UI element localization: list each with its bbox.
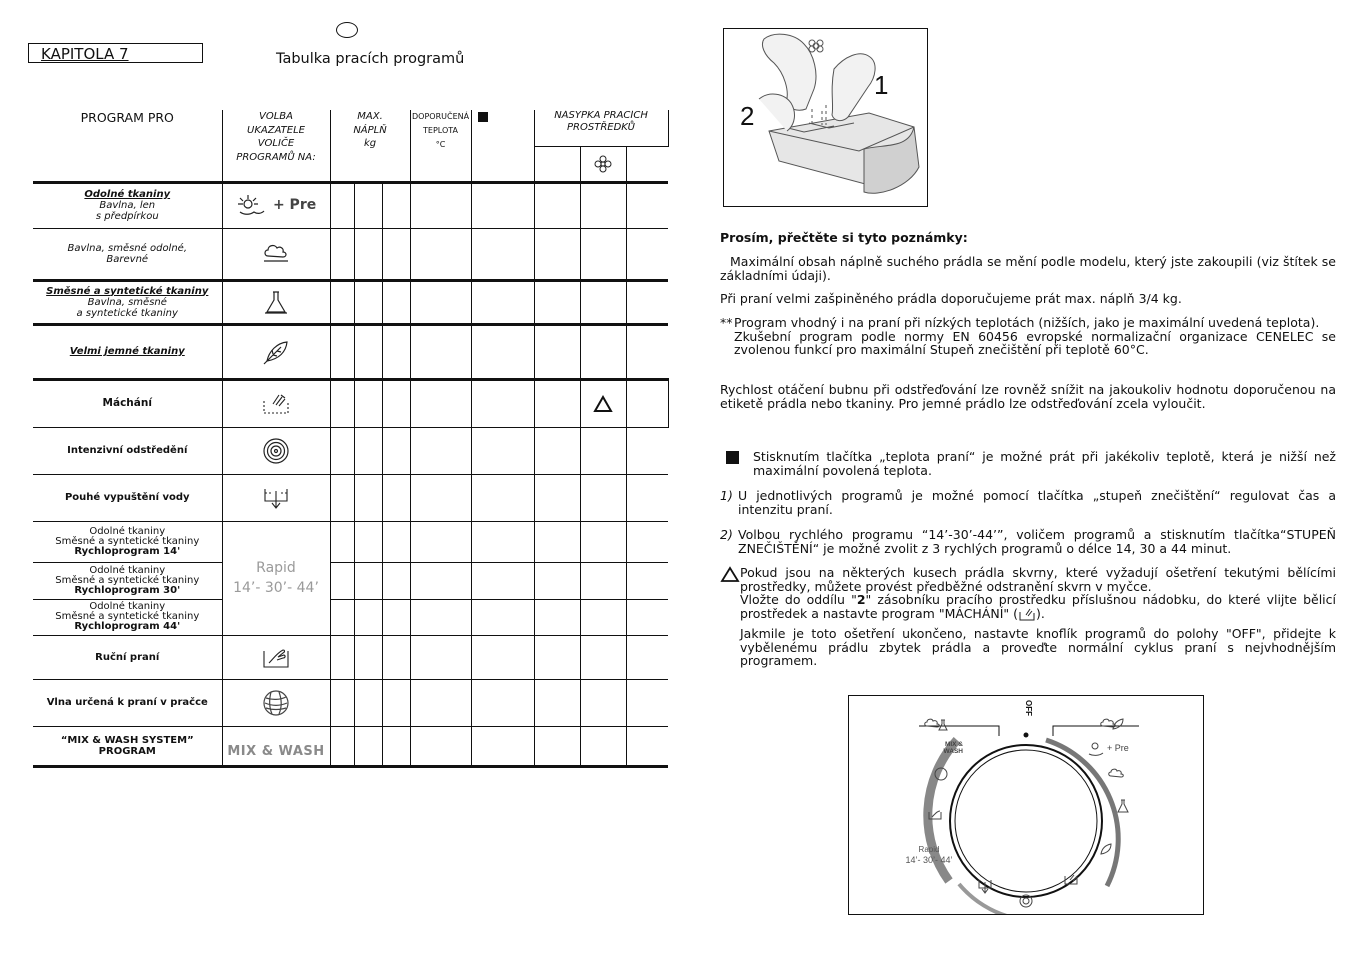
note-paragraph: Stisknutím tlačítka „teplota praní“ je možné prát při jakékoliv teplotě, která je nižší než maximální povolená teplota. bbox=[720, 450, 1336, 477]
delicate-feather-icon bbox=[261, 339, 291, 365]
compartment-2-label: 2 bbox=[740, 101, 755, 131]
cotton-tub-icon bbox=[261, 242, 291, 266]
mix-label: MIX & bbox=[944, 741, 963, 748]
rapid-times: 14’- 30’- 44’ bbox=[233, 580, 319, 596]
header-load: MAX. NÁPLŇ kg bbox=[330, 110, 410, 182]
wash-label: WASH bbox=[943, 748, 963, 755]
off-label: OFF bbox=[1024, 700, 1033, 716]
notes-heading: Prosím, přečtěte si tyto poznámky: bbox=[720, 230, 968, 245]
program-symbol bbox=[222, 474, 330, 521]
square-button-icon bbox=[478, 112, 488, 122]
note-paragraph: 2) Volbou rychlého programu “14’-30’-44’”, voličem programů a stisknutím tlačítka“STUPEŇ ZNEČIŠTĚNÍ“ je možné zvolit z 3 rychlých programů o délce 14, 30 a 44 minut. bbox=[720, 527, 1336, 556]
dispenser-illustration bbox=[723, 28, 928, 207]
note-paragraph: Pokud jsou na některých kusech prádla skvrny, které vyžadují ošetření tekutými bělícími prostředky, můžete provést předběžné odstranění skvrn v myčce. Vložte do oddílu "2" zásobníku pracího prostředku příslušnou nádobku, do které vlijte bělicí prostředek a nastavte program "MÁCHÁNÍ" ( ). Jakmile je toto ošetření ukončeno, nastavte knoflík programů do polohy "OFF", přidejte k vybělenému prádlu zbytek prádla a proveďte normální cyklus praní s nejvhodnějším programem. bbox=[720, 566, 1336, 668]
synthetic-flask-icon bbox=[263, 289, 289, 315]
dispenser-mark bbox=[580, 379, 626, 427]
program-symbol bbox=[222, 635, 330, 679]
table-row bbox=[33, 474, 668, 521]
chapter-label: KAPITOLA 7 bbox=[41, 45, 129, 63]
program-symbol bbox=[222, 182, 330, 228]
header-softener bbox=[580, 146, 626, 182]
detergent-drawer-icon bbox=[724, 29, 927, 206]
program-name: “MIX & WASH SYSTEM” PROGRAM bbox=[33, 726, 222, 766]
table-row bbox=[33, 562, 668, 599]
table-row bbox=[33, 379, 668, 427]
program-name: Odolné tkaniny Směsné a syntetické tkaniny Rychloprogram 14' bbox=[33, 521, 222, 562]
compartment-1-label: 1 bbox=[874, 70, 889, 100]
table-row bbox=[33, 182, 668, 228]
program-name: Směsné a syntetické tkaniny Bavlna, směsné a syntetické tkaniny bbox=[33, 280, 222, 324]
program-symbol bbox=[222, 427, 330, 474]
header-selector: VOLBA UKAZATELE VOLIČE PROGRAMŮ NA: bbox=[222, 110, 330, 182]
warning-triangle-icon bbox=[720, 566, 740, 582]
note-paragraph: 1) U jednotlivých programů je možné pomocí tlačítka „stupeň znečištění“ regulovat čas a intenzitu praní. bbox=[720, 488, 1336, 517]
table-row bbox=[33, 599, 668, 635]
program-symbol bbox=[222, 228, 330, 280]
header-program: PROGRAM PRO bbox=[33, 110, 222, 182]
prewash-label: + Pre bbox=[1107, 743, 1129, 753]
program-symbol bbox=[222, 726, 330, 766]
table-row bbox=[33, 521, 668, 562]
table-row bbox=[33, 635, 668, 679]
table-row bbox=[33, 324, 668, 379]
drain-icon bbox=[262, 485, 290, 511]
mix-wash-label: MIX & WASH bbox=[227, 743, 325, 759]
flower-icon bbox=[594, 155, 612, 173]
hand-wash-icon bbox=[261, 643, 291, 671]
program-dial-illustration bbox=[848, 695, 1204, 915]
warning-triangle-icon bbox=[593, 395, 613, 413]
page-circle-marker bbox=[336, 22, 358, 38]
chapter-box bbox=[28, 43, 203, 63]
program-name: Vlna určená k praní v pračce bbox=[33, 679, 222, 726]
note-paragraph: Rychlost otáčení bubnu při odstřeďování lze rovněž snížit na jakoukoliv hodnotu doporučenou na etiketě prádla nebo tkaniny. Pro jemné prádlo lze odstřeďování zcela vyloučit. bbox=[720, 382, 1336, 411]
rapid-label: Rapid bbox=[256, 560, 296, 576]
program-name: Odolné tkaniny Bavlna, len s předpírkou bbox=[33, 182, 222, 228]
note-paragraph: Maximální obsah náplně suchého prádla se mění podle modelu, který jste zakoupili (viz štítek se základními údaji). bbox=[720, 254, 1336, 283]
program-name: Odolné tkaniny Směsné a syntetické tkaniny Rychloprogram 44' bbox=[33, 599, 222, 635]
note-paragraph: Při praní velmi zašpiněného prádla doporučujeme prát max. náplň 3/4 kg. bbox=[720, 291, 1182, 306]
program-name: Intenzivní odstředění bbox=[33, 427, 222, 474]
table-row bbox=[33, 280, 668, 324]
program-name: Velmi jemné tkaniny bbox=[33, 324, 222, 379]
prewash-label: + Pre bbox=[272, 196, 317, 213]
program-name: Pouhé vypuštění vody bbox=[33, 474, 222, 521]
spin-spiral-icon bbox=[261, 436, 291, 466]
table-row bbox=[33, 679, 668, 726]
program-name: Odolné tkaniny Směsné a syntetické tkaniny Rychloprogram 30' bbox=[33, 562, 222, 599]
header-dispenser: NÁSYPKA PRACÍCH PROSTŘEDKŮ bbox=[534, 110, 668, 146]
rapid-symbol bbox=[222, 521, 330, 635]
rapid-times: 14’- 30’- 44’ bbox=[905, 855, 953, 865]
program-symbol bbox=[222, 324, 330, 379]
program-name: Ruční praní bbox=[33, 635, 222, 679]
table-row bbox=[33, 228, 668, 280]
rapid-label: Rapid bbox=[918, 845, 940, 854]
program-table bbox=[33, 110, 668, 768]
program-symbol bbox=[222, 280, 330, 324]
cotton-prewash-icon bbox=[236, 194, 270, 218]
table-row bbox=[33, 726, 668, 766]
rinse-shower-icon bbox=[1018, 607, 1036, 621]
note-paragraph: ** Program vhodný i na praní při nízkých teplotách (nižších, jako je maximální uvedená teplota). Zkušební program podle normy EN 60456 evropské normalizační organizace CENELEC se zvolenou funkcí pro maximální Stupeň znečištění při teplotě 60°C. bbox=[720, 315, 1336, 357]
rinse-shower-icon bbox=[261, 391, 291, 417]
header-temperature: DOPORUČENÁ TEPLOTA °C bbox=[410, 110, 471, 182]
table-row bbox=[33, 427, 668, 474]
square-button-icon bbox=[726, 451, 739, 464]
wool-ball-icon bbox=[261, 688, 291, 718]
program-name: Bavlna, směsné odolné, Barevné bbox=[33, 228, 222, 280]
program-dial bbox=[849, 696, 1203, 914]
header-temp-button bbox=[471, 110, 534, 182]
program-name: Máchání bbox=[33, 379, 222, 427]
program-symbol bbox=[222, 379, 330, 427]
program-symbol bbox=[222, 679, 330, 726]
page-title: Tabulka pracích programů bbox=[276, 51, 465, 67]
